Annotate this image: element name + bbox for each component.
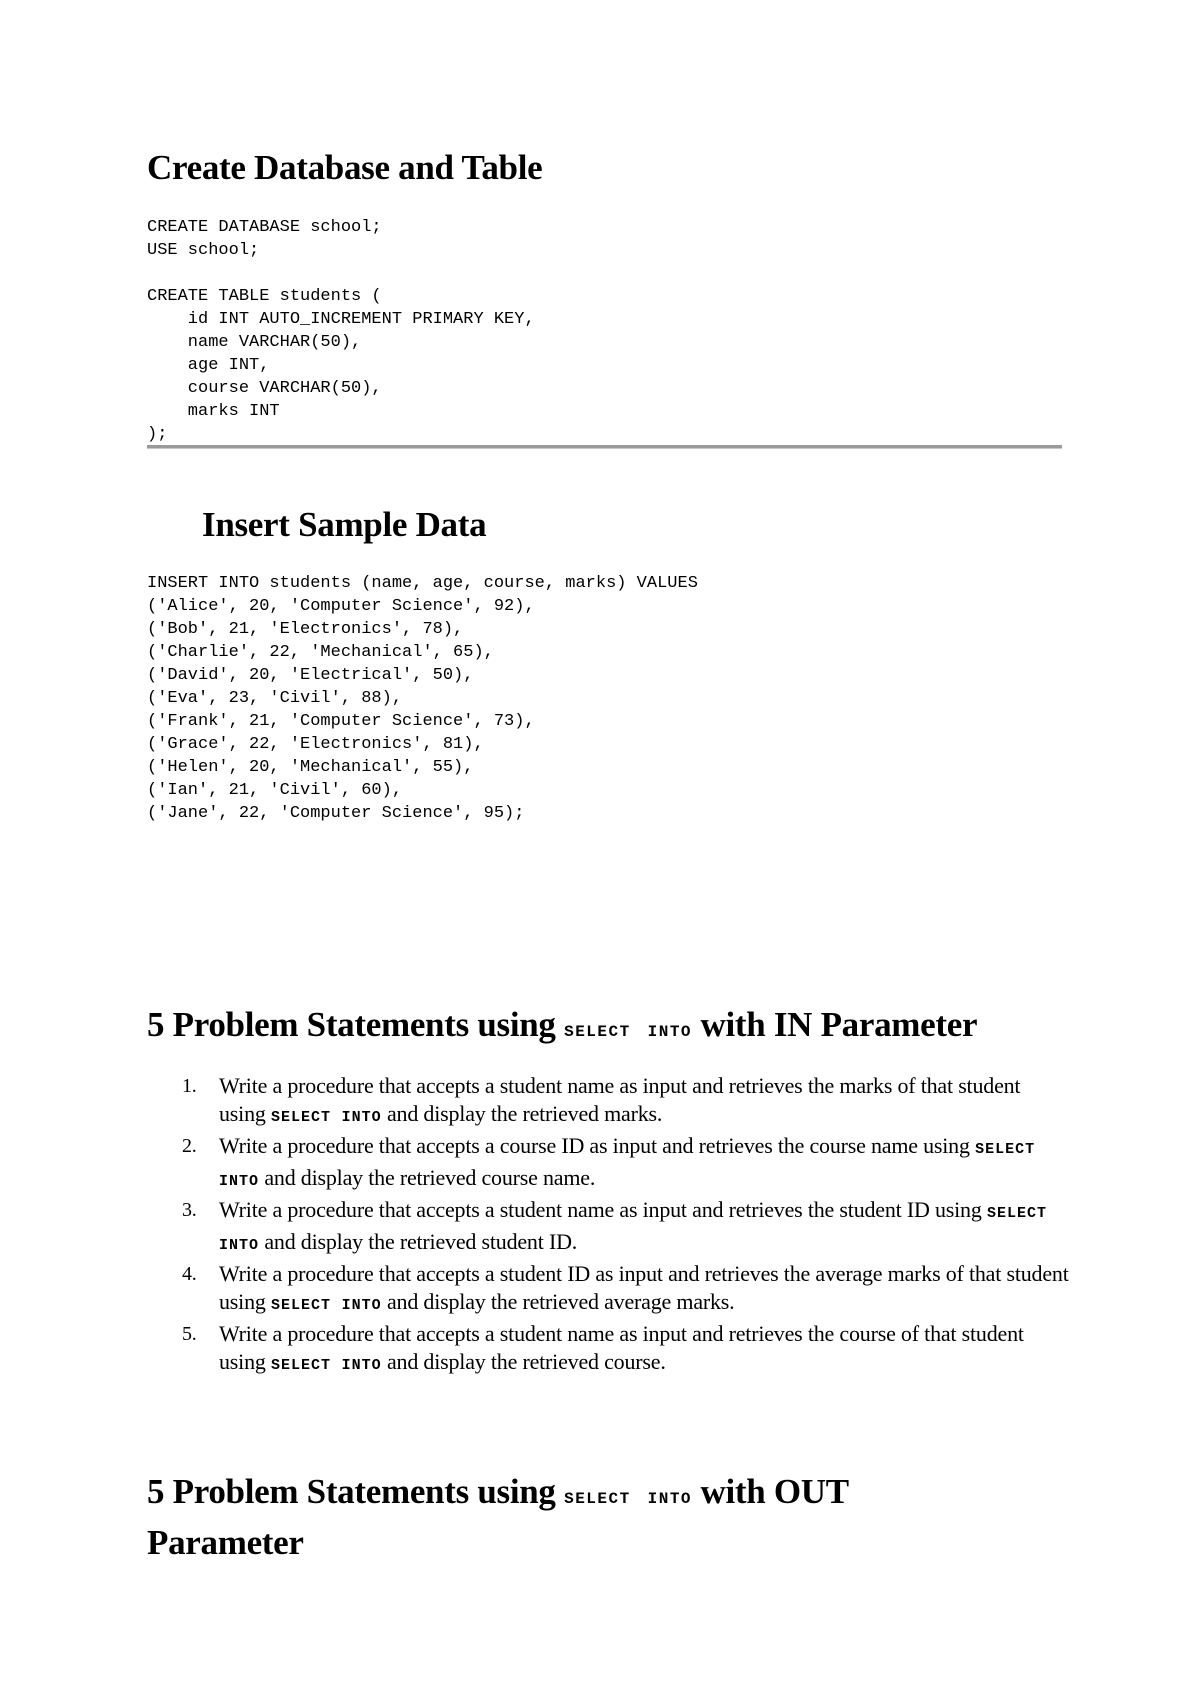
select-keyword: SELECT — [271, 1357, 332, 1374]
into-keyword: INTO — [647, 1490, 693, 1508]
create-table-heading: Create Database and Table — [147, 148, 543, 187]
heading-text-start: 5 Problem Statements using — [147, 1005, 556, 1044]
list-item-text-end: and display the retrieved student ID. — [264, 1229, 578, 1254]
in-parameter-heading — [147, 1003, 977, 1054]
heading-text-start: 5 Problem Statements using — [147, 1472, 556, 1511]
list-item-text-end: and display the retrieved marks. — [386, 1101, 663, 1126]
select-keyword: SELECT — [271, 1297, 332, 1314]
list-item-number: 5. — [182, 1323, 197, 1345]
into-keyword: INTO — [341, 1297, 382, 1314]
select-keyword: SELECT — [271, 1109, 332, 1126]
list-item-text-end: and display the retrieved course. — [386, 1349, 666, 1374]
out-parameter-heading — [147, 1470, 849, 1564]
horizontal-divider — [147, 445, 1062, 449]
into-keyword: INTO — [647, 1023, 693, 1041]
heading-text-end: with OUT — [700, 1472, 849, 1511]
list-item — [170, 1260, 1070, 1320]
into-keyword: INTO — [341, 1357, 382, 1374]
list-item-number: 1. — [182, 1075, 197, 1097]
select-keyword: SELECT — [564, 1023, 631, 1041]
list-item — [170, 1132, 1070, 1196]
list-item-number: 3. — [182, 1199, 197, 1221]
insert-data-code-block: INSERT INTO students (name, age, course, marks) VALUES ('Alice', 20, 'Computer Science', 92), ('Bob', 21, 'Electronics', 78), ('Charlie', 22, 'Mechanical', 65), ('David', 20, 'Electrical', 50), ('Eva', 23, 'Civil', 88), ('Frank', 21, 'Computer Science', 73), ('Grace', 22, 'Electronics', 81), ('Helen', 20, 'Mechanical', 55), ('Ian', 21, 'Civil', 60), ('Jane', 22, 'Computer Science', 95); — [147, 574, 698, 823]
into-keyword: INTO — [341, 1109, 382, 1126]
into-keyword: INTO — [219, 1237, 260, 1254]
list-item-text: Write a procedure that accepts a student name as input and retrieves the course of that student using — [219, 1321, 1024, 1374]
select-keyword: SELECT — [564, 1490, 631, 1508]
select-keyword: SELECT — [986, 1205, 1047, 1222]
list-item — [170, 1196, 1070, 1260]
list-item-text: Write a procedure that accepts a course ID as input and retrieves the course name using — [219, 1133, 970, 1158]
into-keyword: INTO — [219, 1173, 260, 1190]
list-item-text: Write a procedure that accepts a student name as input and retrieves the marks of that student using — [219, 1073, 1021, 1126]
list-item-number: 2. — [182, 1135, 197, 1157]
insert-data-heading: Insert Sample Data — [202, 505, 487, 544]
in-parameter-problem-list — [170, 1072, 1070, 1380]
list-item-text-end: and display the retrieved course name. — [264, 1165, 596, 1190]
list-item-text-end: and display the retrieved average marks. — [386, 1289, 735, 1314]
list-item — [170, 1320, 1070, 1380]
select-keyword: SELECT — [975, 1141, 1036, 1158]
list-item-number: 4. — [182, 1263, 197, 1285]
list-item-text: Write a procedure that accepts a student ID as input and retrieves the average marks of that student using — [219, 1261, 1069, 1314]
create-table-code-block: CREATE DATABASE school; USE school; CREATE TABLE students ( id INT AUTO_INCREMENT PRIMARY KEY, name VARCHAR(50), age INT, course VARCHAR(50), marks INT ); — [147, 218, 535, 444]
list-item-text: Write a procedure that accepts a student name as input and retrieves the student ID using — [219, 1197, 982, 1222]
list-item — [170, 1072, 1070, 1132]
heading-text-line2: Parameter — [147, 1523, 304, 1562]
heading-text-end: with IN Parameter — [700, 1005, 978, 1044]
